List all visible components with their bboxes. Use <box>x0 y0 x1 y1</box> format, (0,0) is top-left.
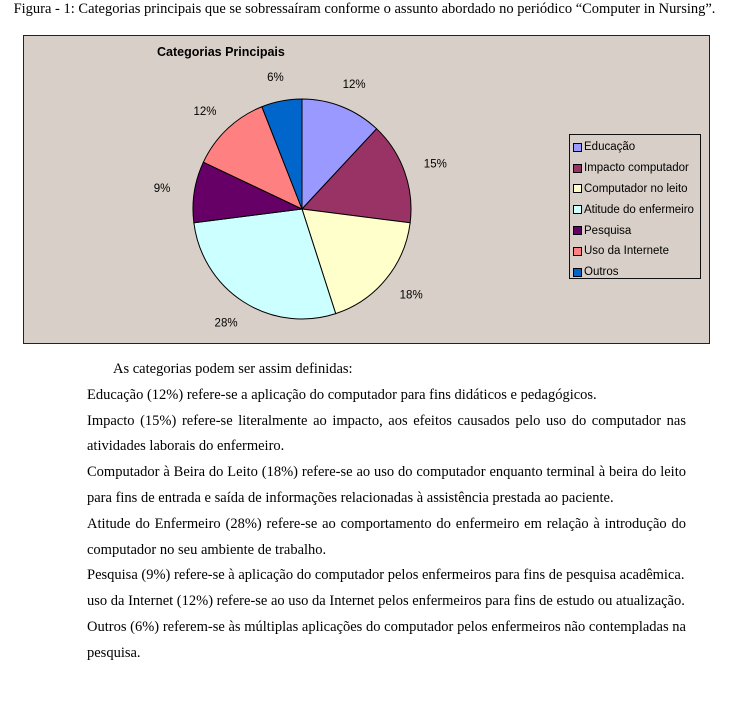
slice-label: 18% <box>399 289 423 302</box>
definition-paragraph: Educação (12%) refere-se a aplicação do computador para fins didáticos e pedagógicos. <box>87 386 597 403</box>
definition-paragraph: Atitude do Enfermeiro (28%) refere-se ao comportamento do enfermeiro em relação à introdução do computador no seu ambiente de trabalho. <box>87 515 686 558</box>
legend-item <box>573 179 700 200</box>
legend-swatch <box>573 226 582 235</box>
slice-label: 28% <box>214 317 238 330</box>
slice-label: 6% <box>267 72 284 85</box>
legend-label: Atitude do enfermeiro <box>584 203 694 216</box>
legend-swatch <box>573 247 582 256</box>
legend-item <box>573 199 700 220</box>
figure-caption: Figura - 1: Categorias principais que se sobressaíram conforme o assunto abordado no periódico “Computer in Nursing”. <box>13 1 716 17</box>
legend-label: Outros <box>584 266 619 279</box>
legend-swatch <box>573 143 582 152</box>
slice-label: 15% <box>423 158 447 171</box>
slice-label: 9% <box>153 183 171 196</box>
legend-item <box>573 137 700 158</box>
legend-swatch <box>573 268 582 277</box>
slice-label: 12% <box>193 106 217 119</box>
definition-paragraph: Pesquisa (9%) refere-se à aplicação do computador pelos enfermeiros para fins de pesquisa acadêmica. <box>87 567 685 584</box>
legend-item <box>573 262 700 283</box>
chart-title: Categorias Principais <box>157 45 285 59</box>
legend-label: Impacto computador <box>584 162 689 175</box>
slice-label: 12% <box>342 79 366 92</box>
legend-swatch <box>573 184 582 193</box>
legend-label: Uso da Internete <box>584 245 670 258</box>
definition-paragraph: Computador à Beira do Leito (18%) refere-se ao uso do computador enquanto terminal à beira do leito para fins de entrada e saída de informações relacionadas à assistência prestada ao paciente. <box>87 464 686 506</box>
legend-item <box>573 241 700 262</box>
chart-legend <box>569 134 701 279</box>
body-text <box>87 357 686 667</box>
legend-item <box>573 158 700 179</box>
pie-chart <box>23 35 710 344</box>
definition-paragraph: Impacto (15%) refere-se literalmente ao impacto, aos efeitos causados pelo uso do computador nas atividades laborais do enfermeiro. <box>87 412 686 455</box>
legend-label: Pesquisa <box>584 224 632 237</box>
legend-swatch <box>573 164 582 173</box>
legend-swatch <box>573 205 582 214</box>
definition-paragraph: uso da Internet (12%) refere-se ao uso da Internet pelos enfermeiros para fins de estudo ou atualização. <box>87 593 685 610</box>
intro-paragraph: As categorias podem ser assim definidas: <box>113 361 353 377</box>
definition-paragraph: Outros (6%) referem-se às múltiplas aplicações do computador pelos enfermeiros não contempladas na pesquisa. <box>87 618 686 661</box>
legend-label: Educação <box>584 141 636 154</box>
legend-item <box>573 220 700 241</box>
legend-label: Computador no leito <box>584 182 688 195</box>
